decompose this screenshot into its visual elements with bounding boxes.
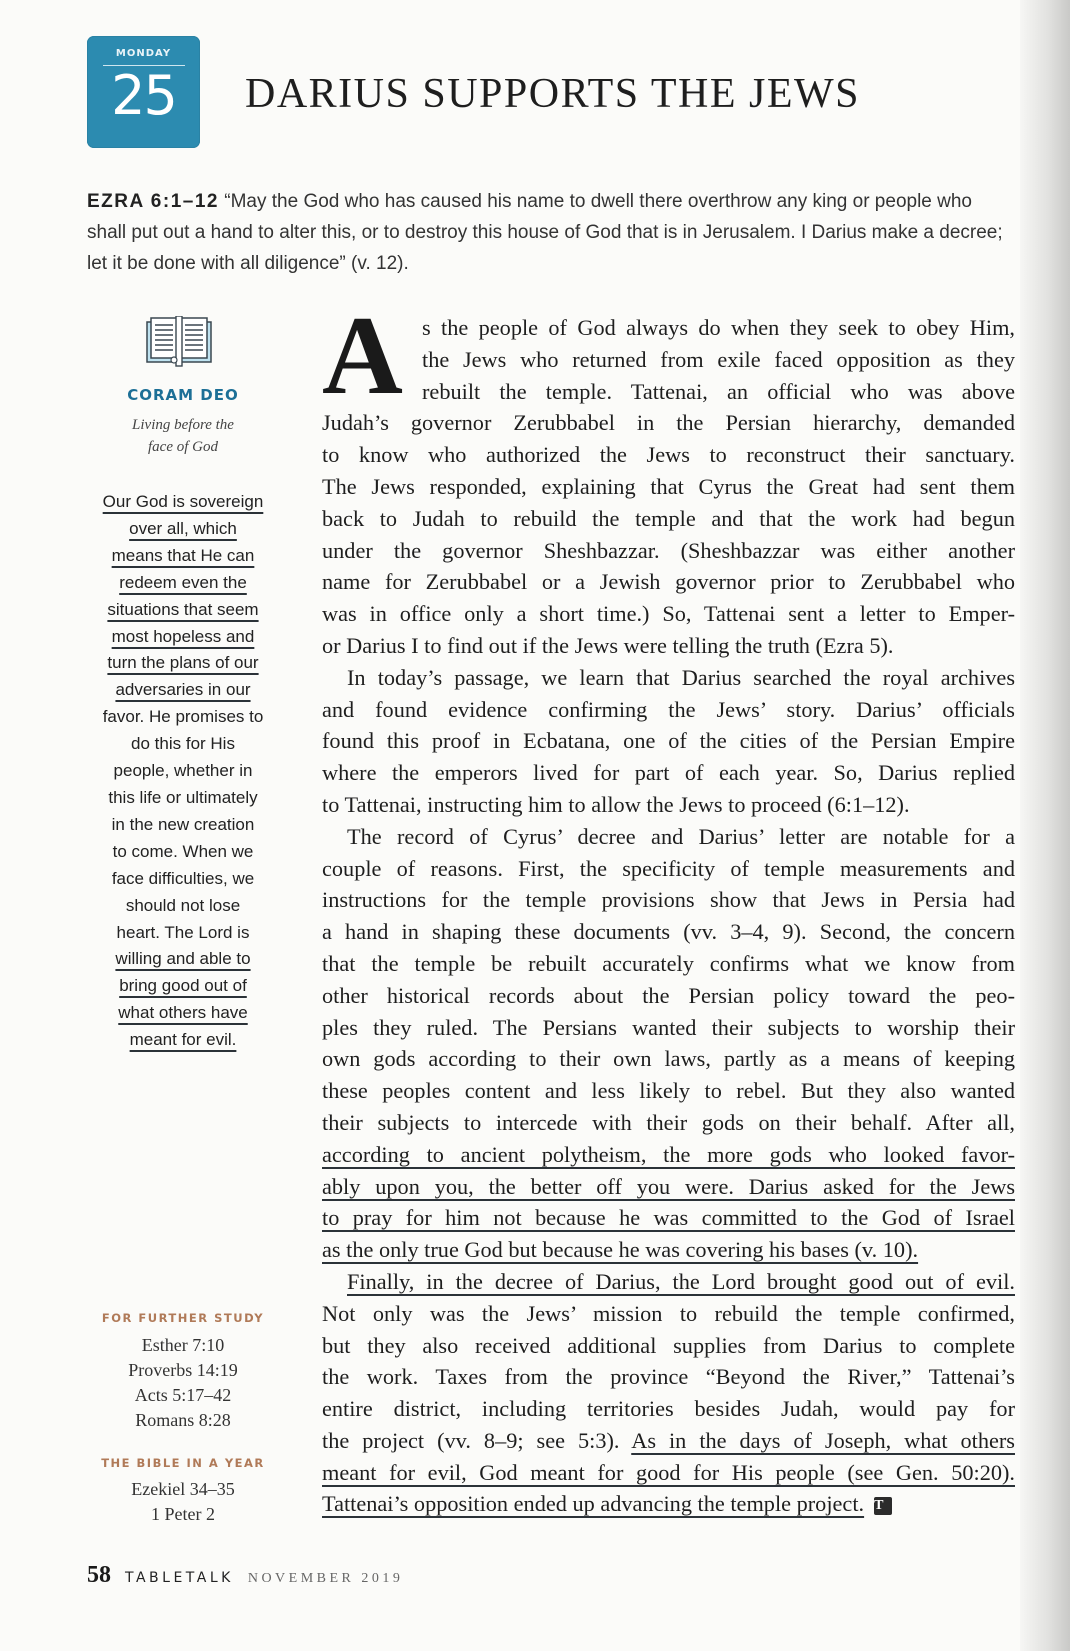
article-text: found this proof in Ecbatana, one of the cities of the Persian Empire — [322, 728, 1015, 754]
article-line — [322, 1139, 1015, 1171]
further-study-ref: Romans 8:28 — [135, 1410, 231, 1430]
article-text: entire district, including territories besides Judah, would pay for — [322, 1396, 1015, 1422]
further-study-ref: Esther 7:10 — [141, 1335, 225, 1355]
article-line — [322, 312, 1015, 344]
article-line — [322, 1330, 1015, 1362]
article-line — [322, 1425, 1015, 1457]
further-study-heading: FOR FURTHER STUDY — [101, 1311, 265, 1325]
further-study-ref: Acts 5:17–42 — [134, 1385, 232, 1405]
coram-deo-title: CORAM DEO — [127, 386, 239, 404]
article-line — [322, 948, 1015, 980]
article-text: where the emperors lived for part of each year. So, Darius replied — [322, 760, 1015, 786]
article-text: ples they ruled. The Persians wanted their subjects to worship their — [322, 1014, 1015, 1040]
article-text: other historical records about the Persian policy toward the peo- — [322, 982, 1015, 1008]
page-number: 58 — [87, 1562, 111, 1588]
article-line — [322, 884, 1015, 916]
coram-deo-line: situations that seem — [107, 599, 259, 619]
article-text: Judah’s governor Zerubbabel in the Persian hierarchy, demanded — [322, 410, 1015, 436]
coram-deo-subtitle — [78, 414, 288, 458]
scripture-passage — [87, 186, 1012, 279]
article-body — [322, 312, 1015, 1520]
coram-deo-line: Our God is sovereign — [102, 492, 264, 511]
article-line — [322, 1171, 1015, 1203]
coram-deo-line: should not lose — [125, 895, 241, 915]
bible-in-a-year-ref: 1 Peter 2 — [151, 1504, 215, 1524]
coram-deo-line: bring good out of — [119, 976, 247, 996]
magazine-name: TABLETALK — [125, 1570, 234, 1586]
coram-deo-line: what others have — [118, 1003, 248, 1023]
article-line — [322, 1234, 1015, 1266]
underlined-text: Tattenai’s opposition ended up advancing the temple project. — [322, 1491, 865, 1517]
date-number: 25 — [111, 64, 176, 127]
scripture-reference: EZRA 6:1–12 — [87, 191, 219, 212]
underlined-text: meant for evil, God meant for good for His people (see Gen. 50:20). — [322, 1459, 1015, 1485]
coram-deo-line: do this for His — [131, 734, 235, 754]
article-text: but they also received additional supplies from Darius to complete — [322, 1332, 1015, 1358]
article-line — [322, 1393, 1015, 1425]
bible-in-a-year-heading: THE BIBLE IN A YEAR — [101, 1456, 265, 1470]
coram-deo-line: redeem even the — [119, 572, 247, 592]
article-line — [322, 916, 1015, 948]
underlined-text: As in the days of Joseph, what others — [631, 1427, 1015, 1453]
article-line — [322, 757, 1015, 789]
article-text: Not only was the Jews’ mission to rebuild the temple confirmed, — [322, 1300, 1015, 1326]
article-line — [322, 1361, 1015, 1393]
article-text: couple of reasons. First, the specificity of temple measurements and — [322, 855, 1015, 881]
coram-deo-line: people, whether in — [113, 761, 253, 781]
coram-deo-line: meant for evil. — [129, 1030, 237, 1050]
article-text: the project (vv. 8–9; see 5:3). — [322, 1427, 632, 1453]
article-text: to Tattenai, instructing him to allow the Jews to proceed (6:1–12). — [322, 791, 910, 817]
article-text: to know who authorized the Jews to reconstruct their sanctuary. — [322, 442, 1015, 468]
article-line — [322, 1012, 1015, 1044]
coram-deo-line: most hopeless and — [111, 626, 255, 646]
article-line — [322, 535, 1015, 567]
article-line — [322, 1298, 1015, 1330]
page-spine-shadow — [1020, 0, 1070, 1651]
coram-deo-line: willing and able to — [115, 949, 251, 969]
coram-deo-line: face difficulties, we — [111, 868, 255, 888]
article-text: The Jews responded, explaining that Cyrus the Great had sent them — [322, 473, 1015, 499]
bible-in-a-year-list — [78, 1477, 288, 1527]
article-text: In today’s passage, we learn that Darius searched the royal archives — [347, 664, 1015, 690]
article-line — [322, 1107, 1015, 1139]
article-text: their subjects to intercede with their gods on their behalf. After all, — [322, 1109, 1015, 1135]
article-text: back to Judah to rebuild the temple and that the work had begun — [322, 505, 1015, 531]
underlined-text: ably upon you, the better off you were. Darius asked for the Jews — [322, 1173, 1015, 1199]
article-line — [322, 598, 1015, 630]
page-title: DARIUS SUPPORTS THE JEWS — [245, 71, 860, 117]
article-line — [322, 821, 1015, 853]
article-line — [322, 662, 1015, 694]
article-line — [322, 1202, 1015, 1234]
coram-deo-line: turn the plans of our — [107, 653, 259, 673]
article-line — [322, 376, 1015, 408]
article-text: or Darius I to find out if the Jews were telling the truth (Ezra 5). — [322, 632, 894, 658]
article-line — [322, 980, 1015, 1012]
article-line — [322, 503, 1015, 535]
article-line — [322, 853, 1015, 885]
bible-in-a-year-ref: Ezekiel 34–35 — [131, 1479, 235, 1499]
article-line — [322, 1266, 1015, 1298]
article-line — [322, 566, 1015, 598]
coram-deo-line: over all, which — [129, 518, 237, 538]
article-text: own gods according to their own laws, partly as a means of keeping — [322, 1046, 1015, 1072]
date-weekday: MONDAY — [115, 48, 172, 59]
article-line — [322, 1075, 1015, 1107]
article-line — [322, 1488, 1015, 1520]
coram-deo-line: this life or ultimately — [108, 787, 258, 807]
underlined-text: Finally, in the decree of Darius, the Lord brought good out of evil. — [347, 1268, 1015, 1294]
coram-deo-line: heart. The Lord is — [116, 922, 250, 942]
article-line — [322, 1043, 1015, 1075]
coram-deo-subtitle-line: face of God — [148, 439, 218, 455]
article-text: that the temple be rebuilt accurately confirms what we know from — [322, 950, 1015, 976]
article-text: the Jews who returned from exile faced opposition as they — [422, 346, 1015, 372]
issue-date: NOVEMBER 2019 — [247, 1571, 404, 1586]
article-text: under the governor Sheshbazzar. (Sheshbazzar was either another — [322, 537, 1015, 563]
article-text: rebuilt the temple. Tattenai, an official who was above — [422, 378, 1015, 404]
article-line — [322, 789, 1015, 821]
coram-deo-line: adversaries in our — [115, 680, 251, 700]
article-text: instructions for the temple provisions show that Jews in Persia had — [322, 887, 1015, 913]
coram-deo-line: in the new creation — [111, 814, 255, 834]
article-text: s the people of God always do when they seek to obey Him, — [422, 315, 1015, 340]
further-study-ref: Proverbs 14:19 — [128, 1360, 238, 1380]
article-text: and found evidence confirming the Jews’ story. Darius’ officials — [322, 696, 1015, 722]
coram-deo-line: to come. When we — [112, 841, 254, 861]
article-line — [322, 630, 1015, 662]
article-text: a hand in shaping these documents (vv. 3–4, 9). Second, the concern — [322, 919, 1015, 945]
article-line — [322, 725, 1015, 757]
further-study-list — [78, 1333, 288, 1433]
scripture-quote: “May the God who has caused his name to dwell there overthrow any king or people who shall put out a hand to alter this, or to destroy this house of God that is in Jerusalem. I Darius make a decree; let it be done with all diligence” (v. 12). — [87, 191, 1003, 274]
coram-deo-line: means that He can — [111, 545, 255, 565]
article-text: name for Zerubbabel or a Jewish governor prior to Zerubbabel who — [322, 569, 1015, 595]
coram-deo-text — [78, 489, 288, 1054]
underlined-text: according to ancient polytheism, the more gods who looked favor- — [322, 1141, 1015, 1167]
article-line — [322, 694, 1015, 726]
date-badge — [87, 36, 200, 148]
article-text: these peoples content and less likely to rebel. But they also wanted — [322, 1078, 1015, 1104]
page-footer — [87, 1562, 403, 1589]
open-book-icon — [143, 316, 215, 368]
article-text: the work. Taxes from the province “Beyond the River,” Tattenai’s — [322, 1364, 1015, 1390]
article-line — [322, 471, 1015, 503]
article-text: The record of Cyrus’ decree and Darius’ letter are notable for a — [347, 823, 1015, 849]
article-line — [322, 344, 1015, 376]
article-line — [322, 1457, 1015, 1489]
underlined-text: to pray for him not because he was committed to the God of Israel — [322, 1205, 1015, 1231]
article-line — [322, 439, 1015, 471]
tabletalk-end-mark-icon: T — [874, 1497, 892, 1515]
article-line — [322, 407, 1015, 439]
article-text: was in office only a short time.) So, Tattenai sent a letter to Emper- — [322, 601, 1015, 627]
coram-deo-line: favor. He promises to — [102, 707, 264, 727]
drop-cap: A — [322, 294, 403, 418]
underlined-text: as the only true God but because he was covering his bases (v. 10). — [322, 1237, 919, 1263]
coram-deo-subtitle-line: Living before the — [132, 417, 234, 433]
